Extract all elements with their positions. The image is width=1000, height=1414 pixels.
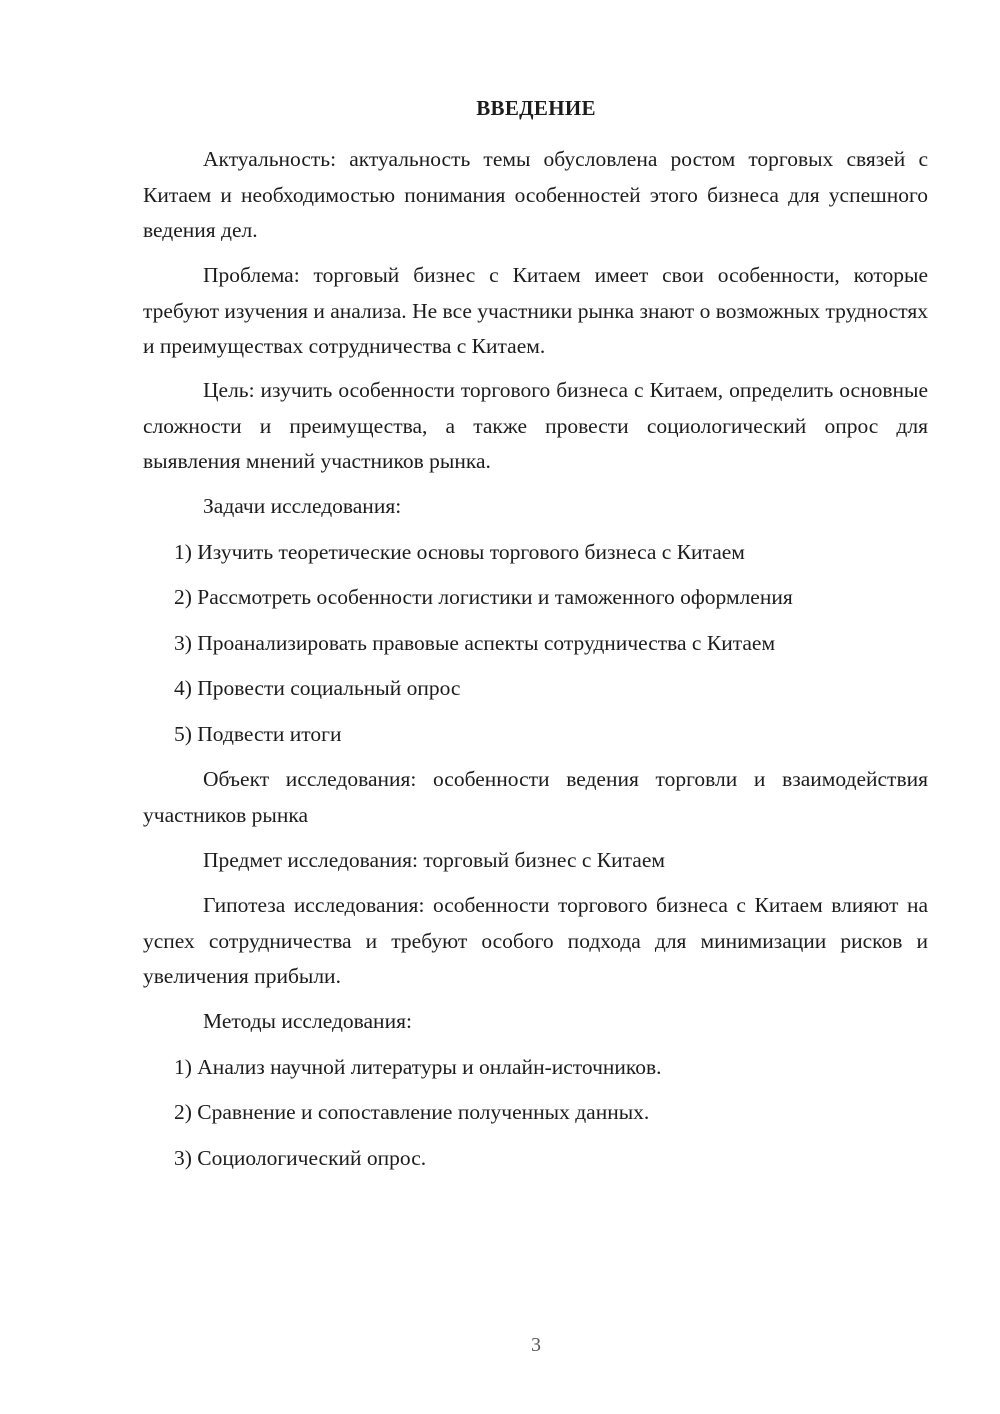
task-item: 4) Провести социальный опрос <box>174 676 461 700</box>
tasks-heading: Задачи исследования: <box>203 494 402 518</box>
methods-heading: Методы исследования: <box>203 1009 412 1033</box>
paragraph-hypothesis: Гипотеза исследования: особенности торгового бизнеса с Китаем влияют на успех сотрудничества и требуют особого подхода для минимизации рисков и увеличения прибыли. <box>143 893 928 988</box>
method-item: 2) Сравнение и сопоставление полученных данных. <box>174 1100 650 1124</box>
method-item: 3) Социологический опрос. <box>174 1146 427 1170</box>
task-item: 2) Рассмотреть особенности логистики и таможенного оформления <box>174 585 793 609</box>
page-number: 3 <box>531 1334 541 1356</box>
task-item: 3) Проанализировать правовые аспекты сотрудничества с Китаем <box>174 631 776 655</box>
section-title: ВВЕДЕНИЕ <box>476 96 596 120</box>
paragraph-subject: Предмет исследования: торговый бизнес с Китаем <box>203 848 665 872</box>
task-item: 5) Подвести итоги <box>174 722 342 746</box>
paragraph-goal: Цель: изучить особенности торгового бизнеса с Китаем, определить основные сложности и преимущества, а также провести социологический опрос для выявления мнений участников рынка. <box>143 378 928 473</box>
task-item: 1) Изучить теоретические основы торгового бизнеса с Китаем <box>174 540 745 564</box>
paragraph-object: Объект исследования: особенности ведения торговли и взаимодействия участников рынка <box>143 767 928 827</box>
paragraph-relevance: Актуальность: актуальность темы обусловлена ростом торговых связей с Китаем и необходимостью понимания особенностей этого бизнеса для успешного ведения дел. <box>143 147 928 242</box>
paragraph-problem: Проблема: торговый бизнес с Китаем имеет свои особенности, которые требуют изучения и анализа. Не все участники рынка знают о возможных трудностях и преимуществах сотрудничества с Китаем. <box>143 263 928 358</box>
method-item: 1) Анализ научной литературы и онлайн-источников. <box>174 1055 662 1079</box>
